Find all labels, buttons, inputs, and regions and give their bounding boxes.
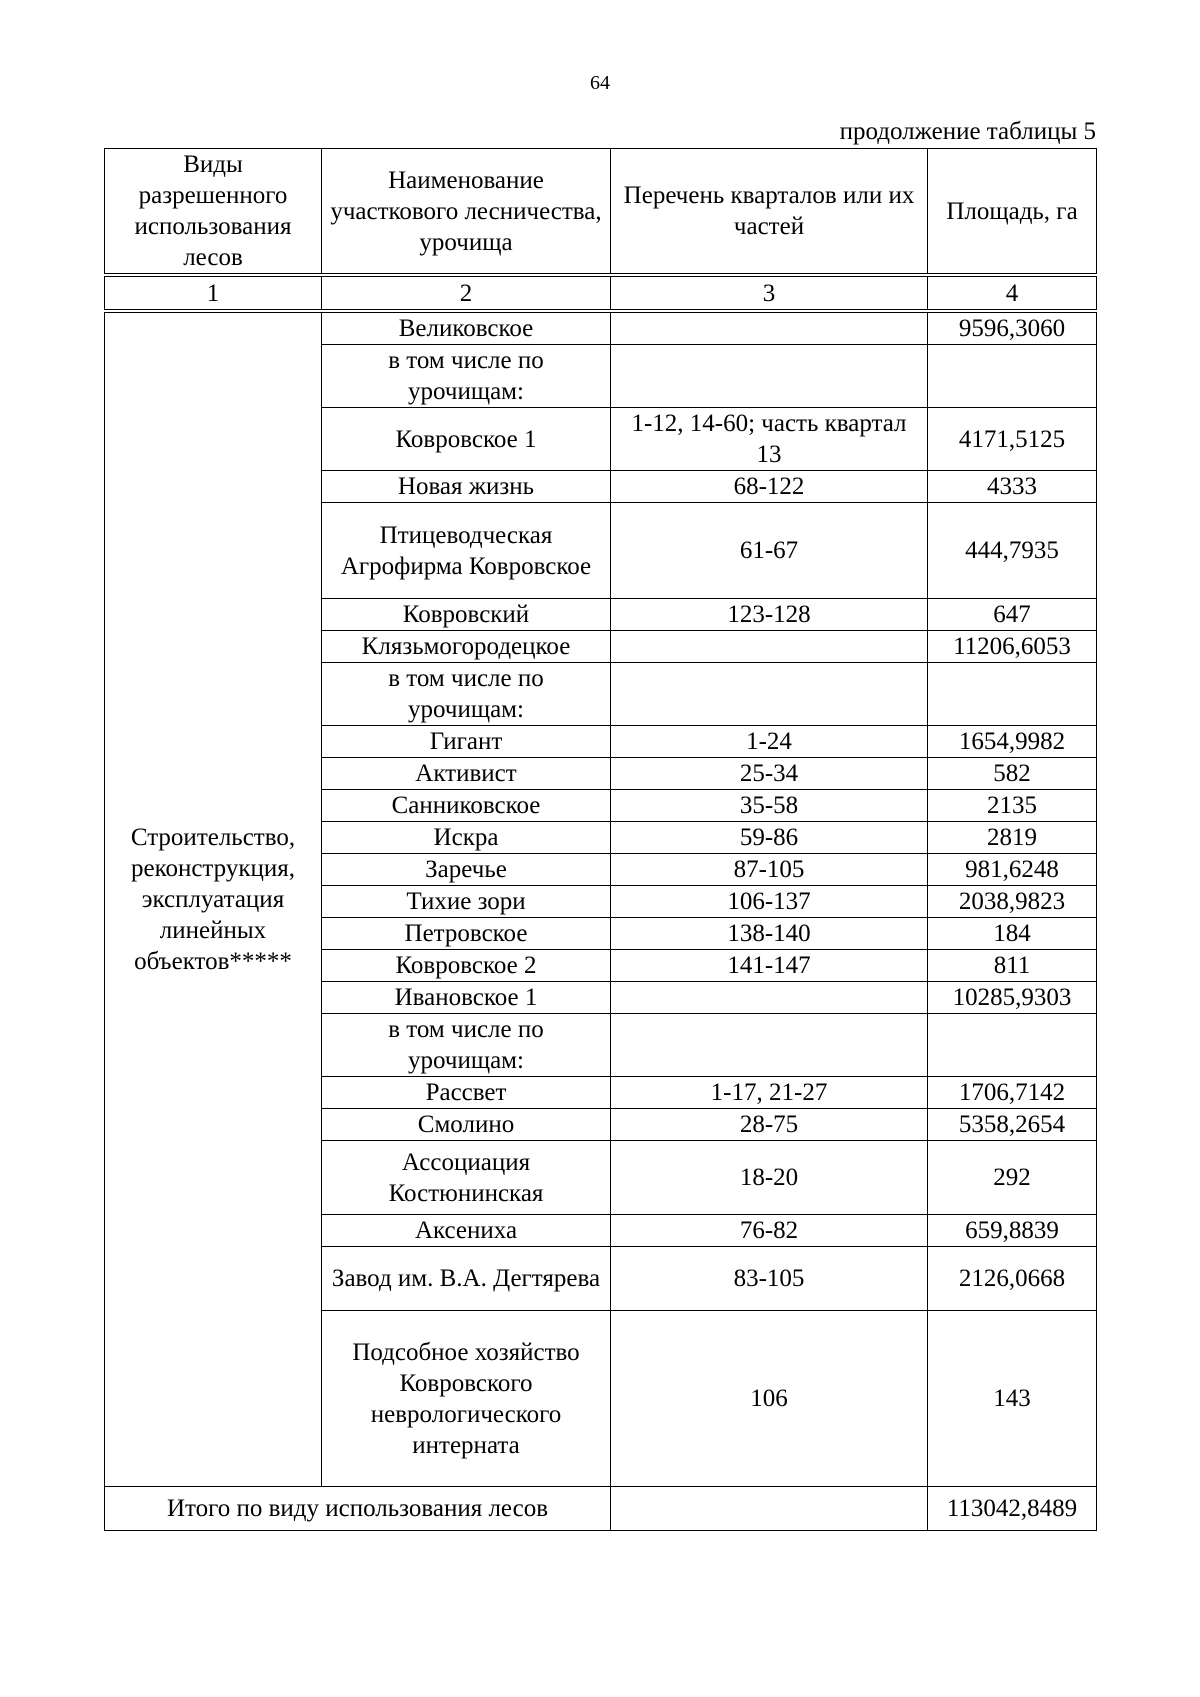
forestry-name-cell: Рассвет (322, 1077, 611, 1109)
forestry-name-cell: Новая жизнь (322, 471, 611, 503)
area-cell (928, 663, 1097, 726)
total-label: Итого по виду использования лесов (105, 1487, 611, 1531)
area-cell: 4171,5125 (928, 408, 1097, 471)
area-cell (928, 345, 1097, 408)
header-quarters: Перечень кварталов или их частей (611, 149, 928, 276)
total-row (105, 1487, 1097, 1531)
area-cell: 2819 (928, 822, 1097, 854)
continuation-label: продолжение таблицы 5 (839, 118, 1096, 145)
forestry-name-cell: Активист (322, 758, 611, 790)
forestry-name-cell: Ковровское 2 (322, 950, 611, 982)
quarters-cell (611, 345, 928, 408)
area-cell: 811 (928, 950, 1097, 982)
forestry-name-cell: Смолино (322, 1109, 611, 1141)
area-cell: 143 (928, 1311, 1097, 1487)
forestry-name-cell: Петровское (322, 918, 611, 950)
area-cell: 9596,3060 (928, 311, 1097, 345)
area-cell: 981,6248 (928, 854, 1097, 886)
quarters-cell (611, 1014, 928, 1077)
forestry-name-cell: Ковровский (322, 599, 611, 631)
header-forestry-name: Наименование участкового лесничества, урочища (322, 149, 611, 276)
quarters-cell: 1-17, 21-27 (611, 1077, 928, 1109)
page-number: 64 (590, 72, 610, 94)
forestry-name-cell: Ковровское 1 (322, 408, 611, 471)
forestry-name-cell: Подсобное хозяйство Ковровского неврологического интерната (322, 1311, 611, 1487)
quarters-cell: 18-20 (611, 1141, 928, 1215)
quarters-cell: 28-75 (611, 1109, 928, 1141)
forestry-name-cell: Ассоциация Костюнинская (322, 1141, 611, 1215)
forestry-name-cell: Птицеводческая Агрофирма Ковровское (322, 503, 611, 599)
quarters-cell (611, 311, 928, 345)
header-area: Площадь, га (928, 149, 1097, 276)
area-cell: 292 (928, 1141, 1097, 1215)
forestry-name-cell: Тихие зори (322, 886, 611, 918)
quarters-cell (611, 631, 928, 663)
quarters-cell: 25-34 (611, 758, 928, 790)
quarters-cell: 59-86 (611, 822, 928, 854)
column-number-row (105, 275, 1097, 311)
forestry-name-cell: Ивановское 1 (322, 982, 611, 1014)
quarters-cell: 106 (611, 1311, 928, 1487)
forestry-name-cell: Санниковское (322, 790, 611, 822)
area-cell: 2038,9823 (928, 886, 1097, 918)
quarters-cell (611, 982, 928, 1014)
forestry-name-cell: Аксениха (322, 1215, 611, 1247)
area-cell: 444,7935 (928, 503, 1097, 599)
area-cell: 11206,6053 (928, 631, 1097, 663)
area-cell (928, 1014, 1097, 1077)
header-row (105, 149, 1097, 276)
usage-type-cell: Строительство, реконструкция, эксплуатация линейных объектов***** (105, 311, 322, 1487)
area-cell: 582 (928, 758, 1097, 790)
total-quarters (611, 1487, 928, 1531)
area-cell: 1654,9982 (928, 726, 1097, 758)
area-cell: 659,8839 (928, 1215, 1097, 1247)
quarters-cell: 61-67 (611, 503, 928, 599)
forestry-name-cell: в том числе по урочищам: (322, 663, 611, 726)
column-number: 2 (322, 275, 611, 311)
area-cell: 4333 (928, 471, 1097, 503)
quarters-cell: 141-147 (611, 950, 928, 982)
quarters-cell: 68-122 (611, 471, 928, 503)
quarters-cell: 138-140 (611, 918, 928, 950)
column-number: 1 (105, 275, 322, 311)
quarters-cell: 87-105 (611, 854, 928, 886)
quarters-cell: 123-128 (611, 599, 928, 631)
quarters-cell: 1-12, 14-60; часть квартал 13 (611, 408, 928, 471)
area-cell: 2126,0668 (928, 1247, 1097, 1311)
area-cell: 10285,9303 (928, 982, 1097, 1014)
forestry-name-cell: Клязьмогородецкое (322, 631, 611, 663)
table-row (105, 311, 1097, 345)
quarters-cell (611, 663, 928, 726)
column-number: 4 (928, 275, 1097, 311)
area-cell: 184 (928, 918, 1097, 950)
table-body (105, 311, 1097, 1487)
forest-usage-table (104, 148, 1097, 1531)
forestry-name-cell: Искра (322, 822, 611, 854)
area-cell: 647 (928, 599, 1097, 631)
quarters-cell: 35-58 (611, 790, 928, 822)
forestry-name-cell: Великовское (322, 311, 611, 345)
quarters-cell: 76-82 (611, 1215, 928, 1247)
forestry-name-cell: Завод им. В.А. Дегтярева (322, 1247, 611, 1311)
column-number: 3 (611, 275, 928, 311)
forestry-name-cell: Гигант (322, 726, 611, 758)
forestry-name-cell: в том числе по урочищам: (322, 345, 611, 408)
quarters-cell: 83-105 (611, 1247, 928, 1311)
quarters-cell: 106-137 (611, 886, 928, 918)
header-usage-type: Виды разрешенного использования лесов (105, 149, 322, 276)
area-cell: 2135 (928, 790, 1097, 822)
quarters-cell: 1-24 (611, 726, 928, 758)
forestry-name-cell: в том числе по урочищам: (322, 1014, 611, 1077)
area-cell: 5358,2654 (928, 1109, 1097, 1141)
total-area: 113042,8489 (928, 1487, 1097, 1531)
forestry-name-cell: Заречье (322, 854, 611, 886)
area-cell: 1706,7142 (928, 1077, 1097, 1109)
